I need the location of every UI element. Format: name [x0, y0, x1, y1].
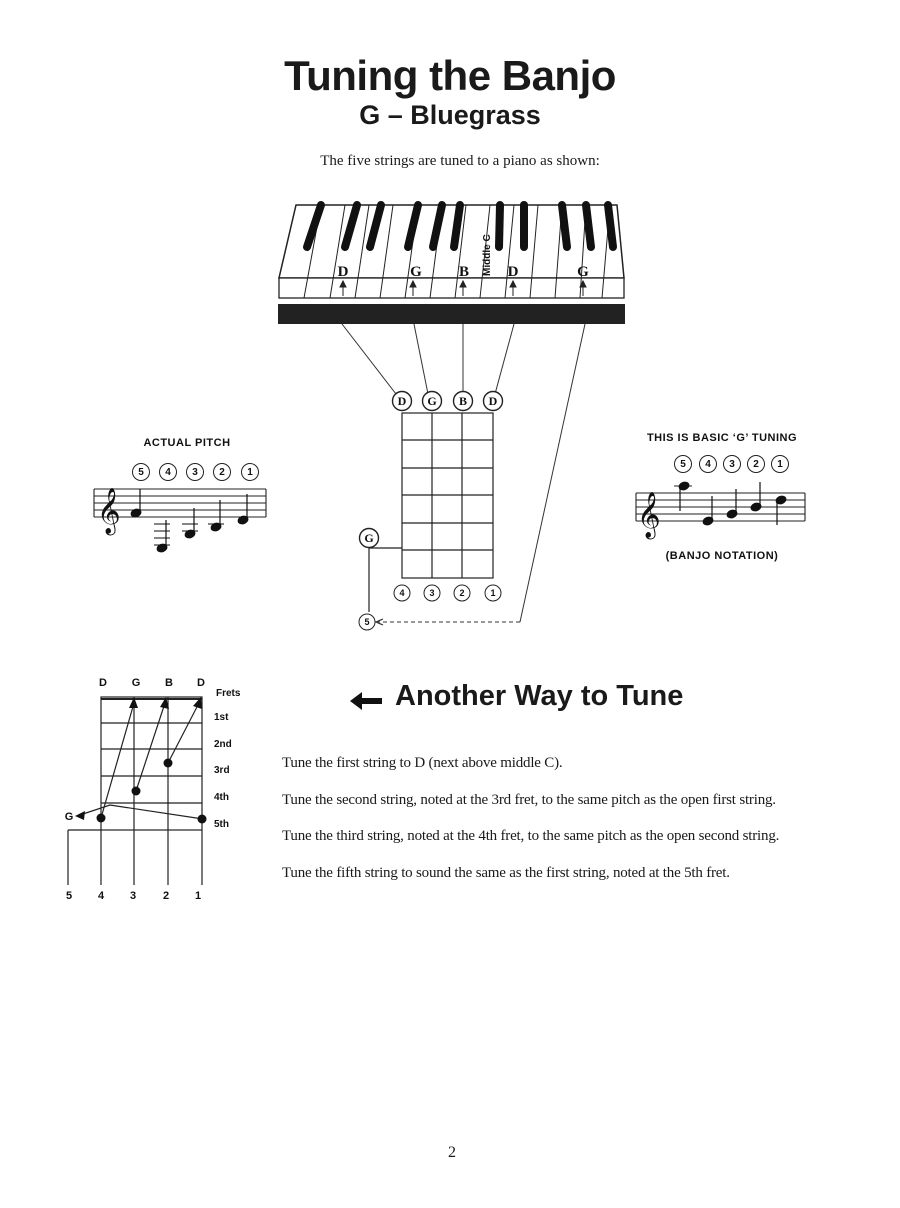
fret-chart-note: G	[131, 677, 141, 689]
basic-g-label: THIS IS BASIC ‘G’ TUNING	[646, 432, 798, 444]
fret-chart-note: D	[197, 677, 205, 689]
instruction-step: Tune the first string to D (next above middle C).	[282, 755, 563, 771]
page-number: 2	[448, 1144, 456, 1161]
treble-clef-icon: 𝄞	[97, 488, 121, 534]
piano-key-label: G	[410, 264, 422, 280]
treble-clef-icon: 𝄞	[637, 492, 661, 538]
string-number: 4	[399, 588, 405, 598]
piano-keyboard	[278, 205, 625, 324]
neck-note-label: G	[427, 394, 437, 408]
fret-chart-arrowheads	[75, 697, 202, 820]
fret-chart-string-number: 1	[194, 890, 202, 902]
string-number: 1	[777, 459, 783, 470]
piano-key-label: G	[577, 264, 589, 280]
fret-label: 1st	[214, 712, 229, 723]
neck-note-label: D	[488, 394, 498, 408]
neck-note-label: D	[397, 394, 407, 408]
string-number: 4	[705, 459, 711, 470]
fret-label: 5th	[214, 819, 229, 830]
page-title: Tuning the Banjo	[284, 52, 616, 99]
basic-g-notes	[678, 481, 787, 526]
piano-key-label: B	[458, 264, 470, 280]
fret-chart-string-number: 4	[97, 890, 105, 902]
middle-c-label: Middle C	[482, 234, 493, 276]
fret-chart-string-number: 3	[129, 890, 137, 902]
string-number: 5	[680, 459, 686, 470]
string-number: 3	[192, 467, 198, 478]
string-number: 1	[247, 467, 253, 478]
string-number: 5	[364, 617, 370, 627]
frets-label: Frets	[216, 688, 241, 699]
string-number: 2	[753, 459, 759, 470]
string-number: 3	[429, 588, 435, 598]
fret-chart-g-label: G	[64, 811, 74, 823]
fret-chart-dots	[97, 759, 207, 824]
string-number: 2	[459, 588, 465, 598]
fret-chart-note: D	[99, 677, 107, 689]
actual-pitch-notes	[130, 489, 249, 553]
instruction-step: Tune the third string, noted at the 4th fret, to the same pitch as the open second string.	[282, 828, 780, 844]
fret-label: 4th	[214, 792, 229, 803]
another-way-heading: Another Way to Tune	[395, 680, 684, 712]
piano-key-label: D	[507, 264, 519, 280]
instruction-step: Tune the second string, noted at the 3rd fret, to the same pitch as the open first string.	[282, 792, 776, 808]
string-number: 3	[729, 459, 735, 470]
left-arrow-icon	[348, 690, 384, 712]
string-number: 4	[165, 467, 171, 478]
neck-note-label: B	[458, 394, 468, 408]
string-number: 1	[490, 588, 496, 598]
fret-chart-string-number: 5	[65, 890, 73, 902]
string-number: 2	[219, 467, 225, 478]
intro-text: The five strings are tuned to a piano as shown:	[320, 153, 600, 169]
actual-pitch-label: ACTUAL PITCH	[143, 437, 231, 449]
fret-label: 3rd	[214, 765, 230, 776]
string-number: 5	[138, 467, 144, 478]
banjo-notation-caption: (BANJO NOTATION)	[665, 550, 779, 562]
piano-key-label: D	[337, 264, 349, 280]
instruction-step: Tune the fifth string to sound the same as the first string, noted at the 5th fret.	[282, 865, 730, 881]
fret-chart-string-number: 2	[162, 890, 170, 902]
fifth-string-note: G	[364, 531, 374, 545]
page-subtitle: G – Bluegrass	[359, 100, 541, 130]
fret-label: 2nd	[214, 739, 232, 750]
piano-base-bar	[278, 304, 625, 324]
fret-chart-note: B	[165, 677, 173, 689]
